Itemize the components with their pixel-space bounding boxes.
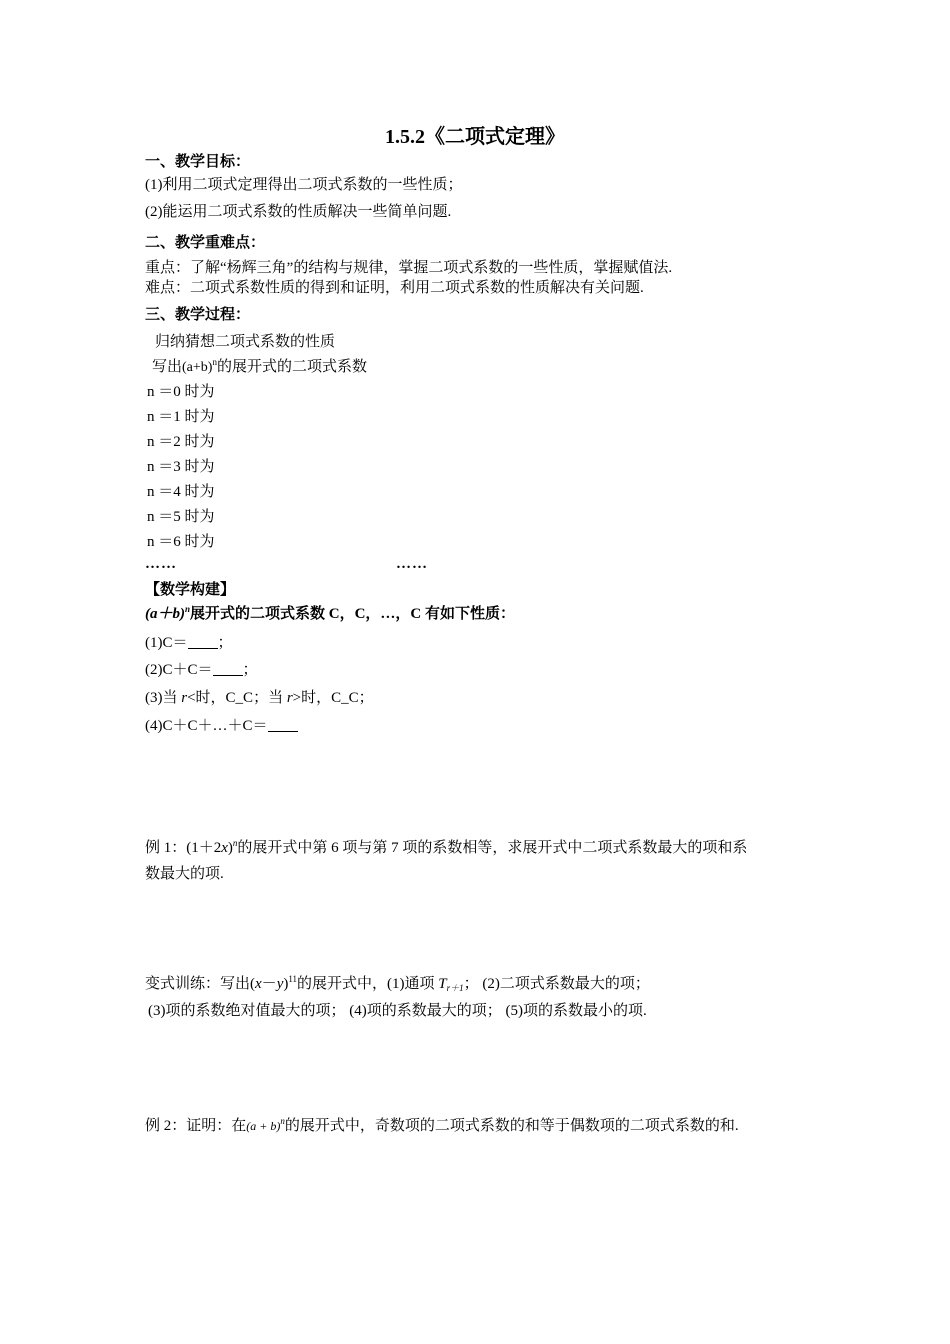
- n-line: n ＝6 时为: [147, 534, 215, 550]
- n-line: n ＝0 时为: [147, 384, 215, 400]
- section-process-heading: 三、教学过程：: [145, 307, 251, 323]
- write-expansion-line: 写出$(a+b)^n$的展开式的二项式系数: [152, 357, 367, 375]
- answer-blank: [188, 634, 218, 649]
- difficult-point-text: 难点：二项式系数性质的得到和证明，利用二项式系数的性质解决有关问题.: [145, 280, 644, 296]
- key-point-text: 重点：了解“杨辉三角”的结构与规律，掌握二项式系数的一些性质，掌握赋值法.: [145, 260, 673, 276]
- ellipsis-left: ……: [145, 556, 177, 572]
- example-2: 例 2：证明：在$(a + b)^n$的展开式中，奇数项的二项式系数的和等于偶数项的二项式系数的和.: [145, 1116, 739, 1134]
- answer-blank: [213, 661, 243, 676]
- section-keypoints-heading: 二、教学重难点：: [145, 235, 266, 251]
- example-1-line-2: 数最大的项.: [145, 866, 224, 882]
- variant-training-line-1: 变式训练：写出$(x-y)^{11}$的展开式中，(1)通项 $T_{r+1}$； (2)二项式系数最大的项；: [145, 974, 650, 993]
- induce-heading: 归纳猜想二项式系数的性质: [155, 334, 336, 350]
- property-4: (4)C＋C＋…＋C＝: [145, 716, 298, 736]
- n-line: n ＝1 时为: [147, 409, 215, 425]
- n-line: n ＝2 时为: [147, 434, 215, 450]
- n-line: n ＝3 时为: [147, 459, 215, 475]
- properties-intro: $(a+b)^n$展开式的二项式系数 C，C，…，C 有如下性质：: [145, 604, 516, 622]
- math-construction-heading: 【数学构建】: [145, 582, 236, 598]
- variant-training-line-2: (3)项的系数绝对值最大的项； (4)项的系数最大的项； (5)项的系数最小的项.: [148, 1003, 647, 1019]
- example-1-line-1: 例 1：$(1+2x)^n$的展开式中第 6 项与第 7 项的系数相等，求展开式中二项式系数最大的项和系: [145, 838, 748, 856]
- property-3: (3)当 r<时，C_C；当 r>时，C_C；: [145, 690, 374, 706]
- n-line: n ＝4 时为: [147, 484, 215, 500]
- answer-blank: [268, 717, 298, 732]
- objective-item: (2)能运用二项式系数的性质解决一些简单问题.: [145, 204, 452, 220]
- property-1: (1)C＝ ；: [145, 635, 233, 651]
- ellipsis-right: ……: [396, 556, 428, 572]
- objective-item: (1)利用二项式定理得出二项式系数的一些性质；: [145, 177, 463, 193]
- property-2: (2)C＋C＝ ；: [145, 662, 258, 678]
- section-objectives-heading: 一、教学目标：: [145, 154, 251, 170]
- n-line: n ＝5 时为: [147, 509, 215, 525]
- document-title: 1.5.2《二项式定理》: [385, 126, 565, 148]
